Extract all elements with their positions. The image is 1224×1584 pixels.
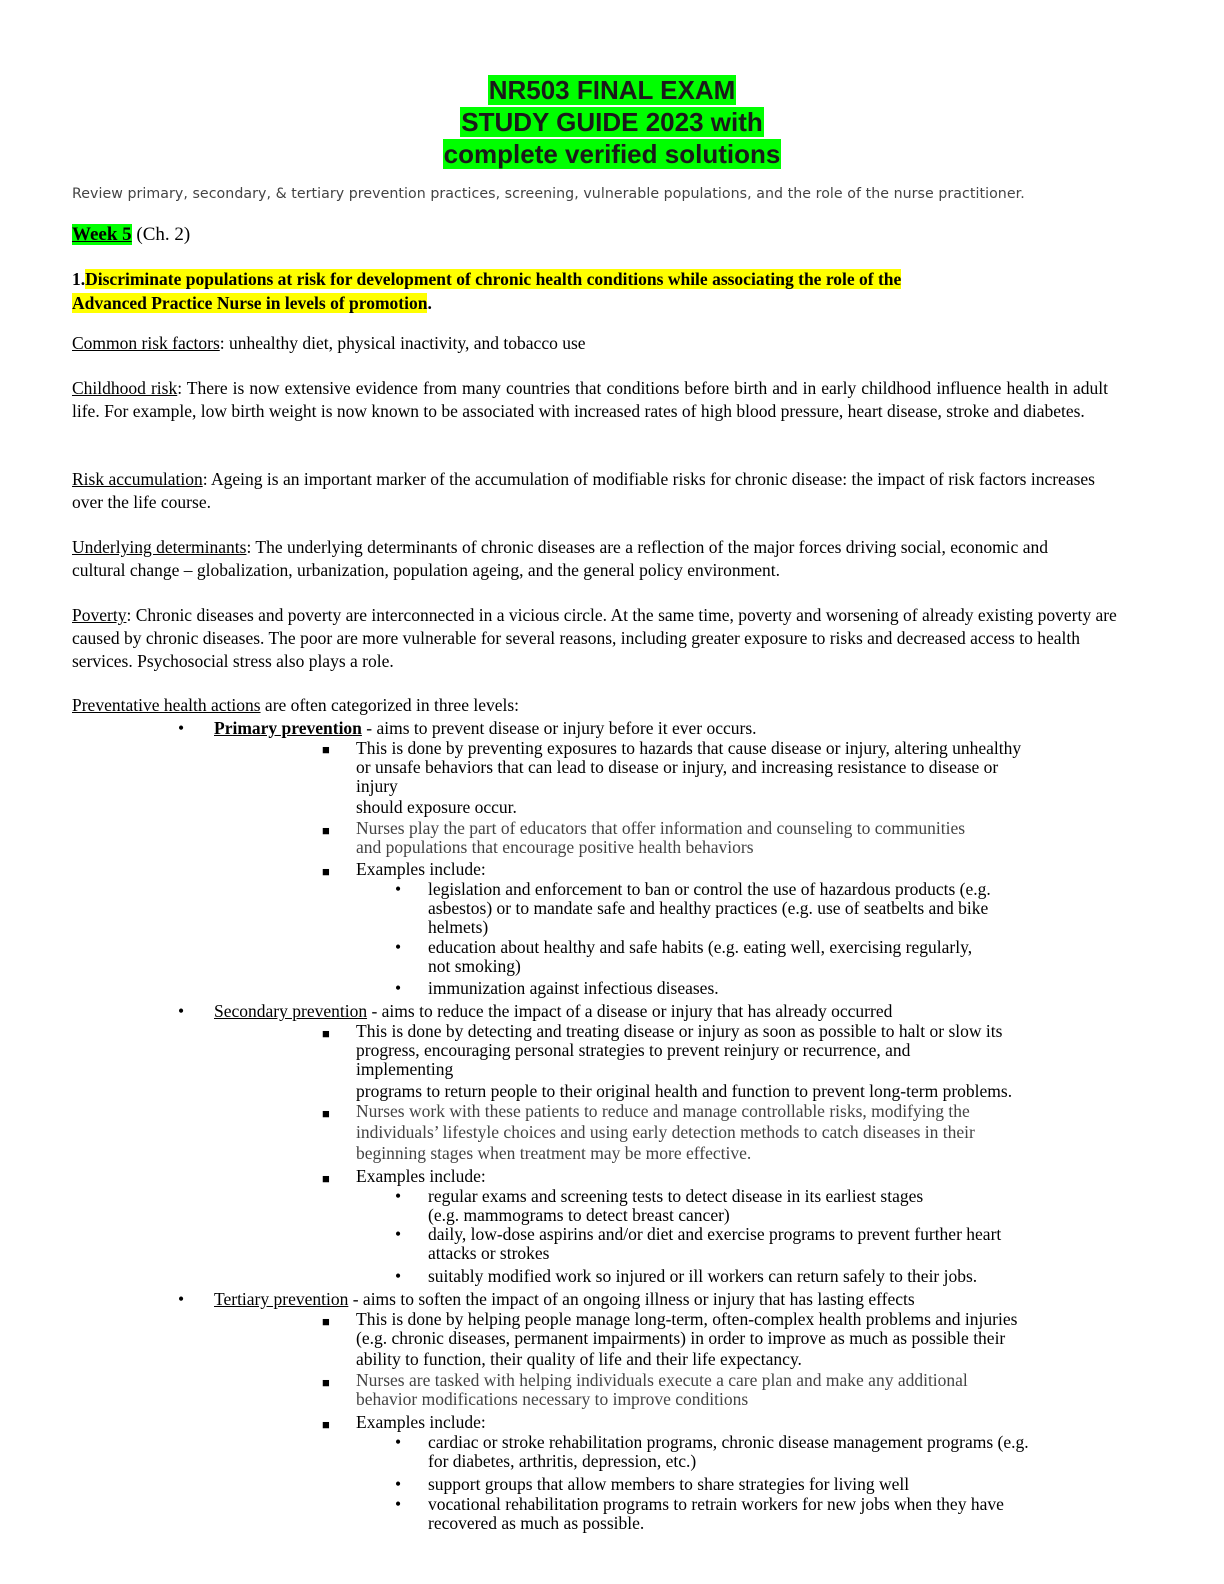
level-name: Tertiary prevention [214, 1289, 349, 1309]
example-item: helmets) [428, 917, 489, 937]
example-item: immunization against infectious diseases. [428, 978, 719, 998]
prevention-level [214, 719, 757, 738]
preventative-text: are often categorized in three levels: [260, 695, 520, 715]
level-desc: - aims to reduce the impact of a disease or injury that has already occurred [367, 1001, 893, 1021]
risk-section [72, 468, 1102, 514]
objective-heading [72, 267, 1132, 315]
level-name: Primary prevention [214, 718, 362, 738]
example-item: education about healthy and safe habits (e.g. eating well, exercising regularly, [428, 937, 973, 957]
list-item: This is done by helping people manage long-term, often-complex health problems and injuries [356, 1309, 1018, 1329]
list-item: individuals’ lifestyle choices and using early detection methods to catch diseases in their [356, 1122, 975, 1142]
list-item: (e.g. chronic diseases, permanent impairments) in order to improve as much as possible their [356, 1328, 1006, 1348]
square-bullet: ■ [322, 1026, 330, 1041]
example-item: suitably modified work so injured or ill workers can return safely to their jobs. [428, 1266, 978, 1286]
list-item: Examples include: [356, 1166, 486, 1186]
bullet-dot: • [395, 1494, 402, 1514]
objective-period: . [427, 293, 432, 313]
risk-text: : Chronic diseases and poverty are interconnected in a vicious circle. At the same time, poverty and worsening of already existing poverty are caused by chronic diseases. The poor are more vulnerable for several reasons, including greater exposure to risks and decreased access to health services. Psychosocial stress also plays a role. [72, 605, 1117, 671]
risk-label: Poverty [72, 605, 127, 625]
square-bullet: ■ [322, 1375, 330, 1390]
list-item: This is done by preventing exposures to hazards that cause disease or injury, altering unhealthy [356, 738, 1022, 758]
title-line-2: STUDY GUIDE 2023 with [461, 107, 763, 137]
bullet-dot: • [395, 1186, 402, 1206]
objective-line-1: Discriminate populations at risk for development of chronic health conditions while associating the role of the [85, 269, 902, 289]
week-chapter: (Ch. 2) [131, 224, 191, 245]
example-item: daily, low-dose aspirins and/or diet and exercise programs to prevent further heart [428, 1224, 1002, 1244]
risk-text: : unhealthy diet, physical inactivity, and tobacco use [219, 333, 586, 353]
risk-section [72, 604, 1142, 673]
square-bullet: ■ [322, 864, 330, 879]
risk-label: Childhood risk [72, 378, 178, 398]
prevention-level [214, 1290, 915, 1309]
risk-section [72, 332, 1112, 355]
document-title [0, 74, 1224, 170]
bullet-dot: • [178, 1001, 185, 1021]
level-name: Secondary prevention [214, 1001, 368, 1021]
week-label: Week 5 [72, 224, 132, 245]
list-item: beginning stages when treatment may be more effective. [356, 1143, 752, 1163]
example-item: asbestos) or to mandate safe and healthy practices (e.g. use of seatbelts and bike [428, 898, 989, 918]
list-item: ability to function, their quality of life and their life expectancy. [356, 1349, 802, 1369]
example-item: for diabetes, arthritis, depression, etc.) [428, 1451, 697, 1471]
list-item: Nurses are tasked with helping individuals execute a care plan and make any additional [356, 1370, 968, 1390]
list-item: should exposure occur. [356, 797, 517, 817]
list-item: progress, encouraging personal strategies to prevent reinjury or recurrence, and [356, 1040, 911, 1060]
list-item: Examples include: [356, 859, 486, 879]
risk-label: Common risk factors [72, 333, 220, 353]
risk-text: : There is now extensive evidence from many countries that conditions before birth and in early childhood influence health in adult life. For example, low birth weight is now known to be associated with increased rates of high blood pressure, heart disease, stroke and diabetes. [72, 378, 1108, 421]
prevention-level [214, 1002, 892, 1021]
week-heading [72, 224, 190, 246]
title-line-1: NR503 FINAL EXAM [488, 75, 736, 105]
example-item: regular exams and screening tests to detect disease in its earliest stages [428, 1186, 924, 1206]
example-item: recovered as much as possible. [428, 1513, 645, 1533]
example-item: not smoking) [428, 956, 521, 976]
square-bullet: ■ [322, 1106, 330, 1121]
square-bullet: ■ [322, 1314, 330, 1329]
bullet-dot: • [395, 978, 402, 998]
list-item: programs to return people to their original health and function to prevent long-term problems. [356, 1081, 1013, 1101]
objective-line-2: Advanced Practice Nurse in levels of promotion [72, 293, 428, 313]
list-item: Nurses play the part of educators that offer information and counseling to communities [356, 818, 966, 838]
preventative-label: Preventative health actions [72, 695, 261, 715]
list-item: or unsafe behaviors that can lead to disease or injury, and increasing resistance to disease or [356, 757, 999, 777]
level-desc: - aims to soften the impact of an ongoing illness or injury that has lasting effects [348, 1289, 915, 1309]
bullet-dot: • [395, 1474, 402, 1494]
list-item: This is done by detecting and treating disease or injury as soon as possible to halt or slow its [356, 1021, 1003, 1041]
list-item: and populations that encourage positive health behaviors [356, 837, 754, 857]
square-bullet: ■ [322, 1171, 330, 1186]
preventative-intro [72, 694, 1112, 717]
risk-section [72, 536, 1072, 582]
risk-label: Underlying determinants [72, 537, 247, 557]
example-item: support groups that allow members to share strategies for living well [428, 1474, 910, 1494]
bullet-dot: • [395, 1224, 402, 1244]
bullet-dot: • [395, 1432, 402, 1452]
risk-section [72, 377, 1108, 423]
list-item: behavior modifications necessary to improve conditions [356, 1389, 749, 1409]
example-item: cardiac or stroke rehabilitation programs, chronic disease management programs (e.g. [428, 1432, 1029, 1452]
list-item: injury [356, 776, 398, 796]
objective-number: 1. [72, 269, 86, 289]
square-bullet: ■ [322, 823, 330, 838]
square-bullet: ■ [322, 742, 330, 757]
example-item: vocational rehabilitation programs to retrain workers for new jobs when they have [428, 1494, 1004, 1514]
bullet-dot: • [178, 718, 185, 738]
example-item: (e.g. mammograms to detect breast cancer) [428, 1205, 730, 1225]
risk-text: : The underlying determinants of chronic diseases are a reflection of the major forces driving social, economic and cultural change – globalization, urbanization, population ageing, and the general policy environment. [72, 537, 1048, 580]
list-item: Examples include: [356, 1412, 486, 1432]
risk-text: : Ageing is an important marker of the accumulation of modifiable risks for chronic disease: the impact of risk factors increases over the life course. [72, 469, 1095, 512]
title-line-3: complete verified solutions [443, 139, 781, 169]
bullet-dot: • [395, 1266, 402, 1286]
bullet-dot: • [395, 937, 402, 957]
example-item: attacks or strokes [428, 1243, 550, 1263]
bullet-dot: • [395, 879, 402, 899]
bullet-dot: • [178, 1289, 185, 1309]
level-desc: - aims to prevent disease or injury before it ever occurs. [361, 718, 757, 738]
intro-text: Review primary, secondary, & tertiary prevention practices, screening, vulnerable populations, and the role of the nurse practitioner. [72, 186, 1025, 202]
risk-label: Risk accumulation [72, 469, 203, 489]
square-bullet: ■ [322, 1417, 330, 1432]
example-item: legislation and enforcement to ban or control the use of hazardous products (e.g. [428, 879, 991, 899]
list-item: implementing [356, 1059, 454, 1079]
list-item: Nurses work with these patients to reduce and manage controllable risks, modifying the [356, 1101, 970, 1121]
